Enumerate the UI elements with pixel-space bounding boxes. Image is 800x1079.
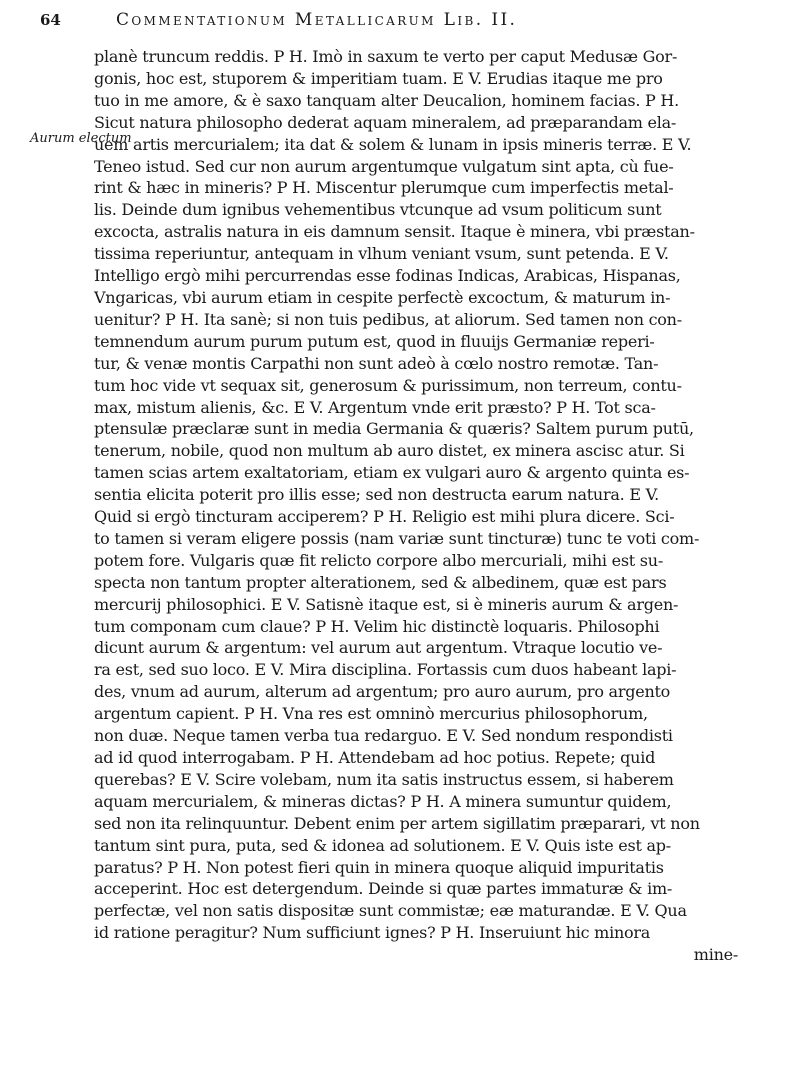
- text-line: sentia elicita poterit pro illis esse; sed non destructa earum natura. E V.: [94, 485, 659, 505]
- text-line: des, vnum ad aurum, alterum ad argentum; pro auro aurum, pro argento: [94, 682, 671, 702]
- text-line: tenerum, nobile, quod non multum ab auro distet, ex minera ascisc atur. Si: [94, 441, 685, 461]
- text-line: temnendum aurum purum putum est, quod in fluuijs Germaniæ reperi-: [94, 331, 655, 351]
- text-line: tum hoc vide vt sequax sit, generosum & purissimum, non terreum, contu-: [94, 375, 682, 395]
- text-line: Vngaricas, vbi aurum etiam in cespite perfectè excoctum, & maturum in-: [94, 287, 671, 307]
- text-line: mercurij philosophici. E V. Satisnè itaque est, si è mineris aurum & argen-: [94, 594, 679, 614]
- text-line: Intelligo ergò mihi percurrendas esse fodinas Indicas, Arabicas, Hispanas,: [94, 266, 681, 286]
- text-line: specta non tantum propter alterationem, sed & albedinem, quæ est pars: [94, 572, 667, 592]
- text-line: perfectæ, vel non satis dispositæ sunt commistæ; eæ maturandæ. E V. Qua: [94, 901, 687, 921]
- text-line: argentum capient. P H. Vna res est omninò mercurius philosophorum,: [94, 704, 648, 724]
- text-line: to tamen si veram eligere possis (nam variæ sunt tincturæ) tunc te voti com-: [94, 528, 700, 548]
- text-line: ra est, sed suo loco. E V. Mira disciplina. Fortassis cum duos habeant lapi-: [94, 660, 677, 680]
- text-line: acceperint. Hoc est detergendum. Deinde si quæ partes immaturæ & im-: [94, 879, 673, 899]
- text-line: Sicut natura philosopho dederat aquam mineralem, ad præparandam ela-: [94, 112, 677, 132]
- text-line: tuo in me amore, & è saxo tanquam alter Deucalion, hominem facias. P H.: [94, 90, 679, 110]
- text-line: tur, & venæ montis Carpathi non sunt adeò à cœlo nostro remotæ. Tan-: [94, 353, 659, 373]
- text-line: aquam mercurialem, & mineras dictas? P H. A minera sumuntur quidem,: [94, 791, 672, 811]
- text-line: gonis, hoc est, stuporem & imperitiam tuam. E V. Erudias itaque me pro: [94, 68, 663, 88]
- text-line: potem fore. Vulgaris quæ fit relicto corpore albo mercuriali, mihi est su-: [94, 550, 663, 570]
- text-line: Quid si ergò tincturam acciperem? P H. Religio est mihi plura dicere. Sci-: [94, 507, 675, 527]
- text-line: dicunt aurum & argentum: vel aurum aut argentum. Vtraque locutio ve-: [94, 638, 663, 658]
- text-line: tissima reperiuntur, antequam in vlhum veniant vsum, sunt petenda. E V.: [94, 244, 669, 264]
- text-line: tamen scias artem exaltatoriam, etiam ex vulgari auro & argento quinta es-: [94, 463, 690, 483]
- catchword: mine-: [693, 945, 738, 965]
- text-line: Teneo istud. Sed cur non aurum argentumque vulgatum sint apta, cù fue-: [94, 156, 674, 176]
- body-text: [40, 46, 738, 966]
- text-line: id ratione peragitur? Num sufficiunt ignes? P H. Inseruiunt hic minora: [94, 923, 651, 943]
- text-line: paratus? P H. Non potest fieri quin in minera quoque aliquid impuritatis: [94, 857, 664, 877]
- text-line: ptensulæ præclaræ sunt in media Germania & quæris? Saltem purum putū,: [94, 419, 694, 439]
- page-number: 64: [40, 11, 61, 29]
- text-line: tum componam cum claue? P H. Velim hic distinctè loquaris. Philosophi: [94, 616, 660, 636]
- text-line: uem artis mercurialem; ita dat & solem & lunam in ipsis mineris terræ. E V.: [94, 134, 692, 154]
- text-line: sed non ita relinquuntur. Debent enim per artem sigillatim præparari, vt non: [94, 813, 700, 833]
- text-line: excocta, astralis natura in eis damnum sensit. Itaque è minera, vbi præstan-: [94, 222, 695, 242]
- text-line: planè truncum reddis. P H. Imò in saxum te verto per caput Medusæ Gor-: [94, 47, 678, 66]
- text-line: non duæ. Neque tamen verba tua redarguo. E V. Sed nondum respondisti: [94, 726, 673, 746]
- text-line: max, mistum alienis, &c. E V. Argentum vnde erit præsto? P H. Tot sca-: [94, 397, 656, 417]
- margin-note: Aurum electum: [30, 131, 132, 146]
- running-head: Commentationum Metallicarum Lib. II.: [116, 10, 518, 30]
- text-line: querebas? E V. Scire volebam, num ita satis instructus essem, si haberem: [94, 769, 674, 789]
- text-line: uenitur? P H. Ita sanè; si non tuis pedibus, at aliorum. Sed tamen non con-: [94, 309, 682, 329]
- text-line: ad id quod interrogabam. P H. Attendebam ad hoc potius. Repete; quid: [94, 748, 656, 767]
- text-line: lis. Deinde dum ignibus vehementibus vtcunque ad vsum politicum sunt: [94, 200, 662, 220]
- text-line: rint & hæc in mineris? P H. Miscentur plerumque cum imperfectis metal-: [94, 178, 674, 198]
- text-line: tantum sint pura, puta, sed & idonea ad solutionem. E V. Quis iste est ap-: [94, 835, 671, 855]
- page-header: [40, 10, 738, 40]
